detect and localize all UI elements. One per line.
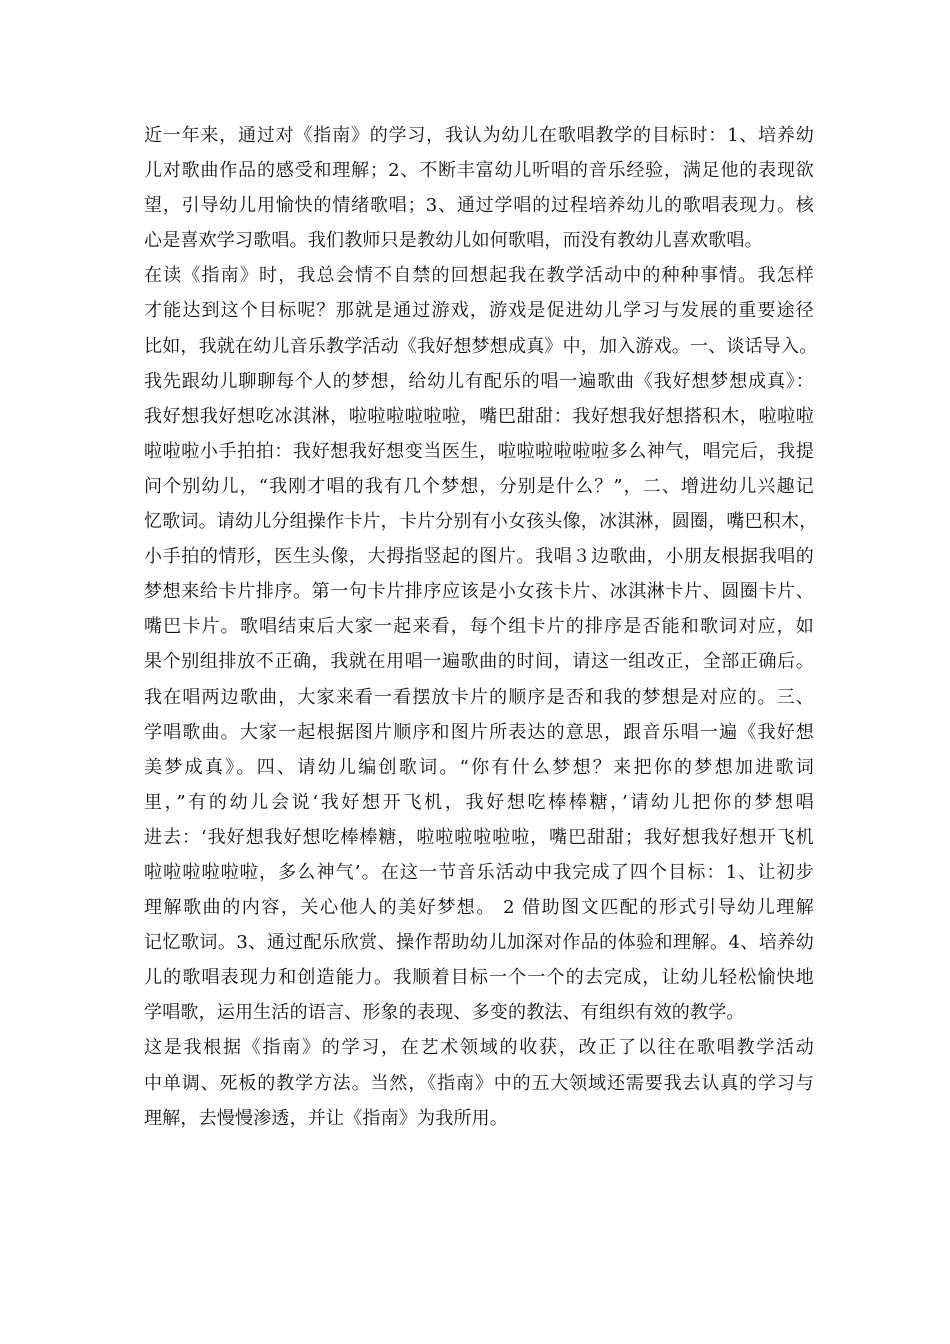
- text-line: 望，引导幼儿用愉快的情绪歌唱；3、通过学唱的过程培养幼儿的歌唱表现力。核: [144, 195, 814, 217]
- text-line: 记忆歌词。3、通过配乐欣赏、操作帮助幼儿加深对作品的体验和理解。4、培养幼: [144, 932, 814, 954]
- body-text: [144, 118, 818, 1136]
- text-line: 中单调、死板的教学方法。当然，《指南》中的五大领域还需要我去认真的学习与: [144, 1072, 814, 1094]
- text-line: 比如，我就在幼儿音乐教学活动《我好想梦想成真》中，加入游戏。一、谈话导入。: [144, 335, 818, 357]
- text-line: 我先跟幼儿聊聊每个人的梦想，给幼儿有配乐的唱一遍歌曲《我好想梦想成真》：: [144, 370, 814, 392]
- text-line: 这是我根据《指南》的学习，在艺术领域的收获，改正了以往在歌唱教学活动: [144, 1037, 814, 1059]
- text-line: 忆歌词。请幼儿分组操作卡片，卡片分别有小女孩头像，冰淇淋，圆圈，嘴巴积木，: [144, 511, 818, 533]
- text-line: 学唱歌，运用生活的语言、形象的表现、多变的教法、有组织有效的教学。: [144, 1002, 745, 1024]
- text-line: 我在唱两边歌曲，大家来看一看摆放卡片的顺序是否和我的梦想是对应的。三、: [144, 686, 814, 708]
- text-line: 啦啦啦小手拍拍：我好想我好想变当医生，啦啦啦啦啦啦多么神气，唱完后，我提: [144, 440, 814, 462]
- text-line: 儿的歌唱表现力和创造能力。我顺着目标一个一个的去完成，让幼儿轻松愉快地: [144, 967, 814, 989]
- text-line: 儿对歌曲作品的感受和理解；2、不断丰富幼儿听唱的音乐经验，满足他的表现欲: [144, 160, 814, 182]
- text-line: 近一年来，通过对《指南》的学习，我认为幼儿在歌唱教学的目标时：1、培养幼: [144, 125, 814, 146]
- text-line: 在读《指南》时，我总会情不自禁的回想起我在教学活动中的种种事情。我怎样: [144, 265, 814, 287]
- text-line: 美梦成真》。四、请幼儿编创歌词。“你有什么梦想？来把你的梦想加进歌词: [144, 756, 814, 778]
- text-line: 才能达到这个目标呢？那就是通过游戏，游戏是促进幼儿学习与发展的重要途径: [144, 300, 814, 322]
- text-line: 理解，去慢慢渗透，并让《指南》为我所用。: [144, 1107, 508, 1129]
- text-line: 问个别幼儿，“我刚才唱的我有几个梦想，分别是什么？”，二、增进幼儿兴趣记: [144, 475, 814, 497]
- text-line: 进去：‘我好想我好想吃棒棒糖，啦啦啦啦啦啦，嘴巴甜甜；我好想我好想开飞机: [144, 826, 814, 848]
- text-line: 理解歌曲的内容，关心他人的美好梦想。 2 借助图文匹配的形式引导幼儿理解: [144, 897, 814, 919]
- text-line: 果个别组排放不正确，我就在用唱一遍歌曲的时间，请这一组改正，全部正确后。: [144, 651, 814, 673]
- text-line: 小手拍的情形，医生头像，大拇指竖起的图片。我唱３边歌曲，小朋友根据我唱的: [144, 546, 814, 568]
- text-line: 梦想来给卡片排序。第一句卡片排序应该是小女孩卡片、冰淇淋卡片、圆圈卡片、: [144, 581, 814, 603]
- text-line: 啦啦啦啦啦啦，多么神气’。在这一节音乐活动中我完成了四个目标：1、让初步: [144, 861, 814, 883]
- text-line: 里，”有的幼儿会说‘我好想开飞机，我好想吃棒棒糖，’请幼儿把你的梦想唱: [144, 791, 814, 813]
- text-line: 嘴巴卡片。歌唱结束后大家一起来看，每个组卡片的排序是否能和歌词对应，如: [144, 616, 814, 638]
- text-line: 心是喜欢学习歌唱。我们教师只是教幼儿如何歌唱，而没有教幼儿喜欢歌唱。: [144, 230, 763, 252]
- text-line: 学唱歌曲。大家一起根据图片顺序和图片所表达的意思，跟音乐唱一遍《我好想: [144, 721, 814, 743]
- text-line: 我好想我好想吃冰淇淋，啦啦啦啦啦啦，嘴巴甜甜：我好想我好想搭积木，啦啦啦: [144, 405, 814, 427]
